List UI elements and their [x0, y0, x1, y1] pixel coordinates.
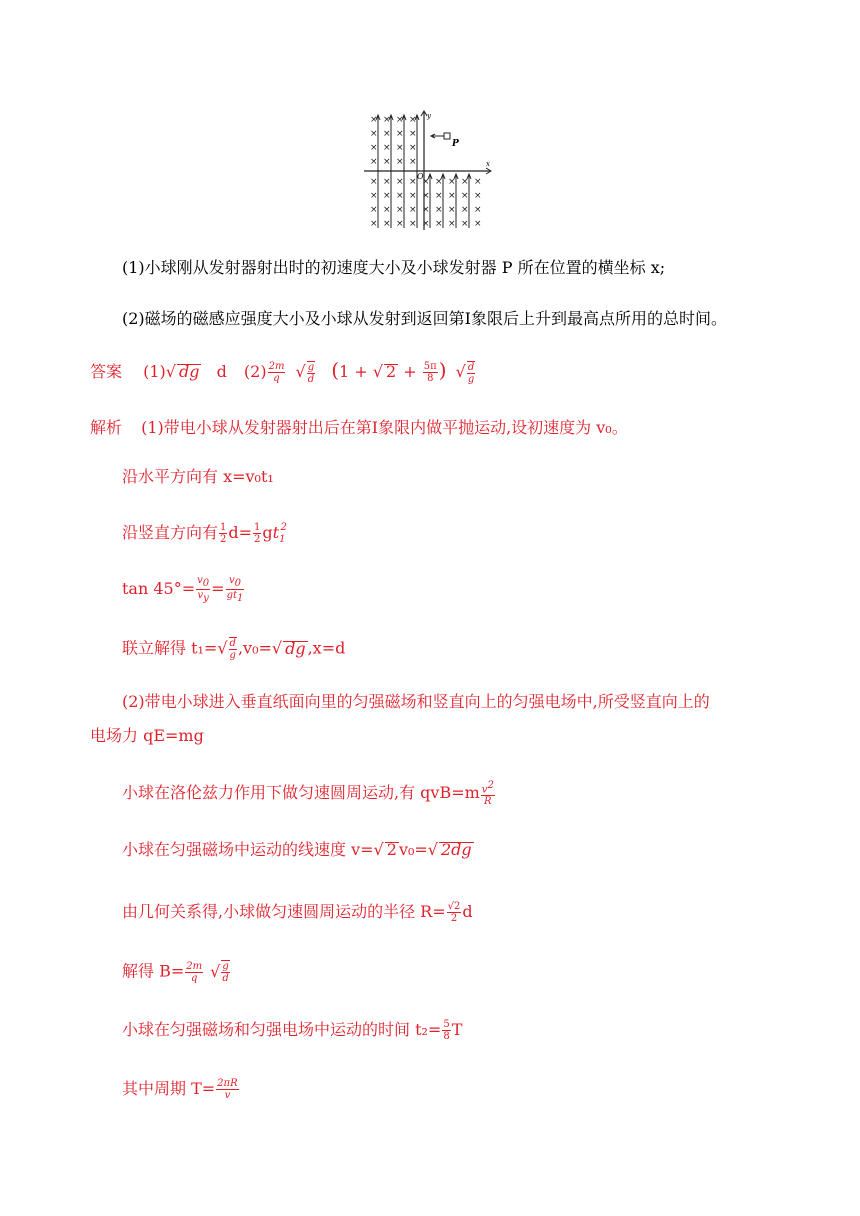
frac-5pi-8: $\frac{5\pi}{8}$ [423, 361, 437, 384]
x-label: x [486, 160, 490, 168]
field-cross: × [409, 143, 417, 153]
field-cross: × [448, 177, 456, 187]
field-cross: × [396, 205, 404, 215]
field-cross: × [409, 115, 417, 125]
solution-s11: 其中周期 T= $\frac{2\pi R}{v}$ [122, 1078, 238, 1101]
field-cross: × [435, 219, 443, 229]
field-cross: × [461, 219, 469, 229]
question-2: (2)磁场的磁感应强度大小及小球从发射到返回第Ⅰ象限后上升到最高点所用的总时间。 [122, 309, 727, 328]
plus-sign: + [398, 362, 422, 381]
field-cross: × [370, 143, 378, 153]
field-cross: × [422, 177, 430, 187]
field-cross: × [383, 205, 391, 215]
field-cross: × [383, 157, 391, 167]
field-cross: × [435, 177, 443, 187]
origin-label: O [417, 172, 424, 181]
solution-s0: (1)带电小球从发射器射出后在第Ⅰ象限内做平抛运动,设初速度为 v₀。 [141, 418, 628, 437]
answer-label: 答案 [90, 362, 123, 381]
field-cross: × [448, 191, 456, 201]
field-cross: × [396, 157, 404, 167]
field-cross: × [383, 129, 391, 139]
field-cross: × [409, 129, 417, 139]
field-cross: × [396, 191, 404, 201]
field-cross: × [383, 143, 391, 153]
solution-s3: tan 45°= $\frac{v_0}{v_y}$ = $\frac{v_0}{gt_1}$ [122, 575, 244, 604]
field-cross: × [370, 177, 378, 187]
solution-s6: 小球在洛伦兹力作用下做匀速圆周运动,有 qvB=m $\frac{v^2}{R}$ [122, 780, 494, 808]
solution-intro [90, 418, 628, 438]
field-cross: × [370, 129, 378, 139]
field-cross: × [474, 177, 482, 187]
field-cross: × [409, 205, 417, 215]
paren-content: 1 + [339, 362, 373, 381]
field-cross: × [370, 219, 378, 229]
field-cross: × [370, 157, 378, 167]
field-cross: × [370, 205, 378, 215]
field-cross: × [396, 115, 404, 125]
field-cross: × [435, 205, 443, 215]
answer-part1-label: (1) [143, 362, 166, 381]
solution-s1: 沿水平方向有 x=v₀t₁ [122, 467, 274, 486]
answer-sqrt-dg: dg [178, 362, 200, 381]
y-label: y [427, 112, 431, 120]
field-cross: × [422, 191, 430, 201]
solution-s5b: 电场力 qE=mg [90, 726, 204, 745]
answer-part2-label: (2) [243, 362, 267, 381]
frac-g-d: $\frac{g}{d}$ [307, 361, 315, 385]
field-cross: × [383, 219, 391, 229]
solution-s5a: (2)带电小球进入垂直纸面向里的匀强磁场和竖直向上的匀强电场中,所受竖直向上的 [122, 692, 710, 711]
solution-s9: 解得 B= $\frac{2m}{q}$ √ $\frac{g}{d}$ [122, 960, 229, 984]
solution-s10: 小球在匀强磁场和匀强电场中运动的时间 t₂= $\frac{5}{8}$ T [122, 1019, 463, 1042]
question-1: (1)小球刚从发射器射出时的初速度大小及小球发射器 P 所在位置的横坐标 x; [122, 258, 666, 277]
launcher-p [444, 133, 450, 139]
field-cross: × [461, 177, 469, 187]
paren-close: ) [438, 358, 447, 382]
field-cross: × [474, 219, 482, 229]
field-cross: × [461, 205, 469, 215]
field-cross: × [461, 191, 469, 201]
solution-s8: 由几何关系得,小球做匀速圆周运动的半径 R= $\frac{√2}{2}$ d [122, 901, 473, 924]
field-cross: × [383, 115, 391, 125]
field-cross: × [396, 177, 404, 187]
field-cross: × [435, 191, 443, 201]
answer-line: 答案 (1)√ dg d (2) $\frac{2m}{q}$ √ $\frac{g}{d}$ (1 + √ 2 + $\frac{5\pi}{8}$ ) √ $\frac{d}{g}$ [90, 358, 475, 385]
field-crosses [370, 115, 482, 229]
solution-s4: 联立解得 t₁=√ $\frac{d}{g}$ ,v₀=√ dg ,x=d [122, 638, 346, 661]
field-cross: × [409, 219, 417, 229]
field-cross: × [448, 219, 456, 229]
field-cross: × [383, 177, 391, 187]
field-cross: × [370, 115, 378, 125]
field-cross: × [474, 191, 482, 201]
solution-label: 解析 [90, 418, 123, 437]
answer-d: d [216, 362, 227, 381]
solution-s2: 沿竖直方向有 $\frac{1}{2}$ d= $\frac{1}{2}$ $gt_1^2$ [122, 522, 287, 546]
field-cross: × [409, 191, 417, 201]
field-cross: × [370, 191, 378, 201]
field-cross: × [474, 205, 482, 215]
field-cross: × [396, 219, 404, 229]
field-cross: × [396, 129, 404, 139]
field-cross: × [448, 205, 456, 215]
magnetic-field-diagram [362, 108, 502, 232]
frac-2m-q: $\frac{2m}{q}$ [268, 361, 285, 384]
p-label: P [452, 139, 459, 149]
frac-d-g: $\frac{d}{g}$ [467, 361, 475, 385]
solution-s7: 小球在匀强磁场中运动的线速度 v=√ 2 v₀=√ 2dg [122, 840, 472, 859]
field-cross: × [409, 157, 417, 167]
field-cross: × [383, 191, 391, 201]
field-cross: × [409, 177, 417, 187]
paren-open: ( [331, 358, 340, 382]
field-cross: × [422, 219, 430, 229]
field-cross: × [422, 205, 430, 215]
field-cross: × [396, 143, 404, 153]
sqrt-2: 2 [386, 362, 397, 381]
